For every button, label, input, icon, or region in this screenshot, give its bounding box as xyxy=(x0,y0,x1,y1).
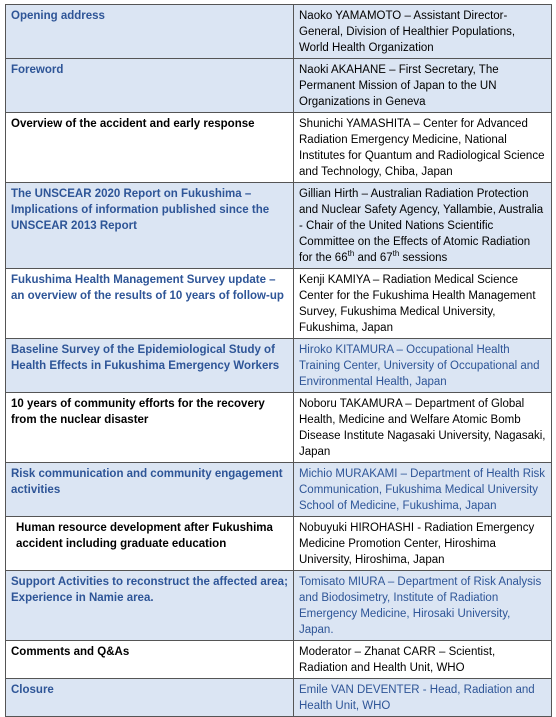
table-row xyxy=(6,113,552,183)
table-row xyxy=(6,59,552,113)
session-title: Closure xyxy=(6,679,294,717)
table-row xyxy=(6,679,552,717)
table-row xyxy=(6,641,552,679)
table-row xyxy=(6,183,552,269)
session-title: Support Activities to reconstruct the affected area; Experience in Namie area. xyxy=(6,571,294,641)
ordinal-suffix: th xyxy=(347,249,355,259)
speaker-info: Kenji KAMIYA – Radiation Medical Science Center for the Fukushima Health Management Survey, Fukushima Medical University, Fukushima, Japan xyxy=(294,269,552,339)
session-title: Fukushima Health Management Survey update – an overview of the results of 10 years of follow-up xyxy=(6,269,294,339)
speaker-info: Hiroko KITAMURA – Occupational Health Training Center, University of Occupational and Environmental Health, Japan xyxy=(294,339,552,393)
speaker-info: Michio MURAKAMI – Department of Health Risk Communication, Fukushima Medical University School of Medicine, Fukushima, Japan xyxy=(294,463,552,517)
session-title: 10 years of community efforts for the recovery from the nuclear disaster xyxy=(6,393,294,463)
table-row xyxy=(6,339,552,393)
speaker-text: Gillian Hirth – Australian Radiation Protection and Nuclear Safety Agency, Yallambie, Australia - Chair of the United Nations Scientific Committee on the Effects of Atomic Radiation for the 66 xyxy=(299,188,544,264)
speaker-text: sessions xyxy=(399,252,448,264)
session-title: Human resource development after Fukushima accident including graduate education xyxy=(6,517,294,571)
table-row xyxy=(6,269,552,339)
table-row xyxy=(6,463,552,517)
speaker-info xyxy=(294,183,552,269)
table-row xyxy=(6,571,552,641)
speaker-info: Naoko YAMAMOTO – Assistant Director-General, Division of Healthier Populations, World Health Organization xyxy=(294,5,552,59)
speaker-info: Shunichi YAMASHITA – Center for Advanced Radiation Emergency Medicine, National Institutes for Quantum and Radiological Science and Technology, Chiba, Japan xyxy=(294,113,552,183)
ordinal-suffix: th xyxy=(392,249,400,259)
speaker-info: Nobuyuki HIROHASHI - Radiation Emergency Medicine Promotion Center, Hiroshima University, Hiroshima, Japan xyxy=(294,517,552,571)
speaker-info: Naoki AKAHANE – First Secretary, The Permanent Mission of Japan to the UN Organizations in Geneva xyxy=(294,59,552,113)
table-row xyxy=(6,5,552,59)
session-title: Risk communication and community engagement activities xyxy=(6,463,294,517)
session-title: Baseline Survey of the Epidemiological Study of Health Effects in Fukushima Emergency Workers xyxy=(6,339,294,393)
session-title: The UNSCEAR 2020 Report on Fukushima – Implications of information published since the UNSCEAR 2013 Report xyxy=(6,183,294,269)
session-title: Comments and Q&As xyxy=(6,641,294,679)
session-title: Foreword xyxy=(6,59,294,113)
speaker-text: and 67 xyxy=(354,252,393,264)
speaker-info: Moderator – Zhanat CARR – Scientist, Radiation and Health Unit, WHO xyxy=(294,641,552,679)
programme-table xyxy=(5,4,552,717)
table-row xyxy=(6,517,552,571)
session-title: Overview of the accident and early response xyxy=(6,113,294,183)
speaker-info: Tomisato MIURA – Department of Risk Analysis and Biodosimetry, Institute of Radiation Emergency Medicine, Hirosaki University, Japan. xyxy=(294,571,552,641)
speaker-info: Emile VAN DEVENTER - Head, Radiation and Health Unit, WHO xyxy=(294,679,552,717)
speaker-info: Noboru TAKAMURA – Department of Global Health, Medicine and Welfare Atomic Bomb Disease Institute Nagasaki University, Nagasaki, Japan xyxy=(294,393,552,463)
table-row xyxy=(6,393,552,463)
session-title: Opening address xyxy=(6,5,294,59)
